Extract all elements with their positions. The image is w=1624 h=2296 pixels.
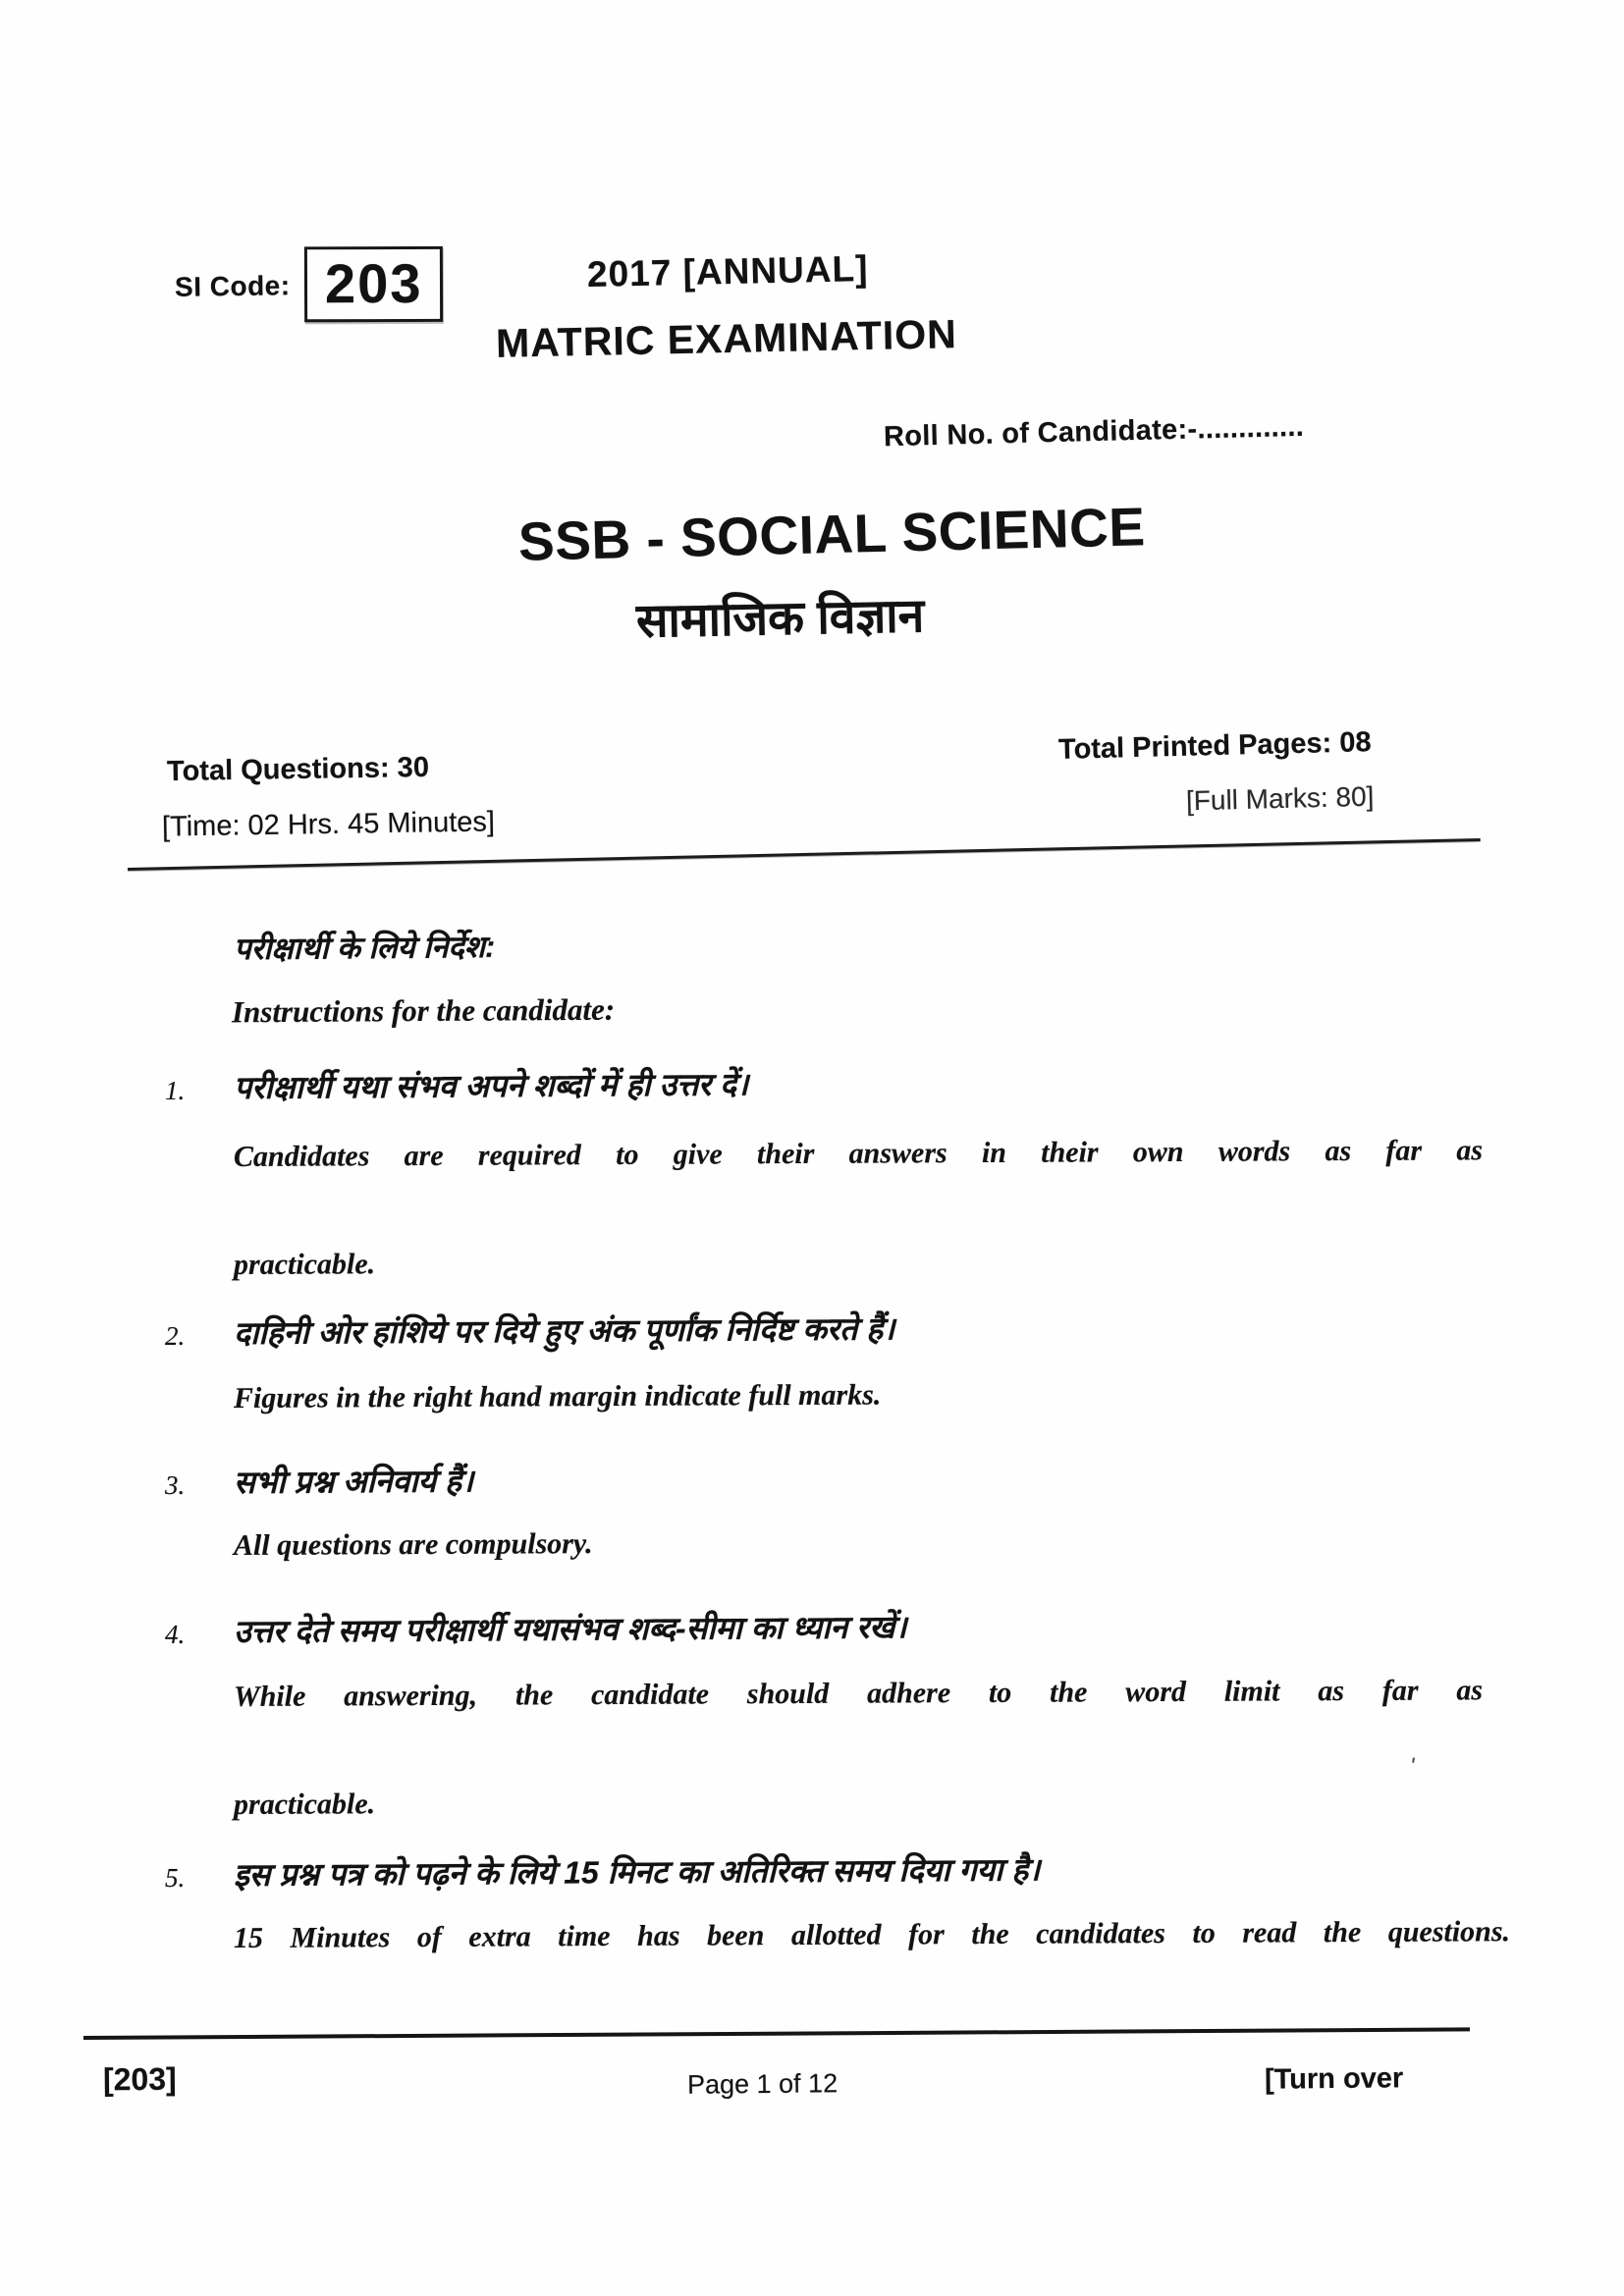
instruction-english: practicable. xyxy=(233,1248,376,1281)
roll-no-line: Roll No. of Candidate:-............. xyxy=(883,410,1305,454)
instruction-hindi: सभी प्रश्न अनिवार्य हैं। xyxy=(233,1463,474,1500)
instruction-english: Candidates are required to give their answers in their own words as far as xyxy=(233,1134,1484,1173)
instructions-heading-english: Instructions for the candidate: xyxy=(231,991,616,1030)
footer-page-number: Page 1 of 12 xyxy=(686,2068,839,2100)
instruction-number: 2. xyxy=(165,1321,186,1351)
session-title: 2017 [ANNUAL] xyxy=(586,248,869,294)
time-allowed: [Time: 02 Hrs. 45 Minutes] xyxy=(161,806,496,843)
scan-artifact-mark: ' xyxy=(1407,1752,1417,1781)
exam-title: MATRIC EXAMINATION xyxy=(495,311,958,366)
header-divider-line xyxy=(128,838,1481,871)
instruction-english: While answering, the candidate should adhere to the word limit as far as xyxy=(233,1674,1484,1713)
instructions-heading-hindi: परीक्षार्थी के लिये निर्देश: xyxy=(233,929,496,967)
instruction-english: Figures in the right hand margin indicate full marks. xyxy=(233,1378,882,1415)
total-questions: Total Questions: 30 xyxy=(166,751,430,788)
footer-paper-code: [203] xyxy=(102,2060,177,2098)
instruction-english: 15 Minutes of extra time has been allotted for the candidates to read the questions. xyxy=(233,1915,1511,1954)
instruction-hindi: उत्तर देते समय परीक्षार्थी यथासंभव शब्द-सीमा का ध्यान रखें। xyxy=(233,1609,907,1649)
si-code-row xyxy=(174,245,443,325)
subject-title-hindi: सामाजिक विज्ञान xyxy=(635,590,925,648)
instruction-hindi: परीक्षार्थी यथा संभव अपने शब्दों में ही उत्तर दें। xyxy=(233,1066,749,1105)
footer-divider-line xyxy=(83,2027,1470,2040)
total-printed-pages: Total Printed Pages: 08 xyxy=(1057,726,1372,766)
instruction-hindi: दाहिनी ओर हांशिये पर दिये हुए अंक पूर्णांक निर्दिष्ट करते हैं। xyxy=(233,1310,895,1351)
instruction-number: 1. xyxy=(165,1076,186,1105)
full-marks: [Full Marks: 80] xyxy=(1185,780,1375,817)
instruction-number: 3. xyxy=(165,1470,186,1500)
footer-turn-over: [Turn over xyxy=(1264,2062,1404,2096)
instruction-english: practicable. xyxy=(233,1788,376,1821)
instruction-number: 5. xyxy=(165,1863,186,1893)
instruction-hindi: इस प्रश्न पत्र को पढ़ने के लिये 15 मिनट का अतिरिक्त समय दिया गया है। xyxy=(233,1851,1041,1893)
instruction-number: 4. xyxy=(165,1620,186,1649)
instruction-english: All questions are compulsory. xyxy=(233,1527,593,1562)
si-code-label: SI Code: xyxy=(174,269,291,302)
si-code-box: 203 xyxy=(303,246,443,322)
subject-title-english: SSB - SOCIAL SCIENCE xyxy=(517,496,1147,572)
